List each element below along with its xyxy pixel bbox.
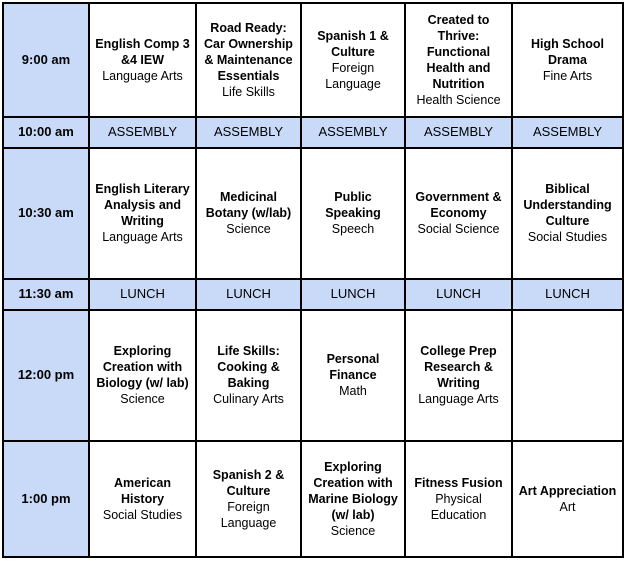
class-cell [89,441,196,557]
class-title: Spanish 1 & Culture [317,29,389,60]
class-cell [301,310,405,441]
class-category: Speech [331,222,375,237]
time-slot: 10:00 am [3,117,89,148]
class-title: High School Drama [531,37,604,68]
class-category: Health Science [416,93,501,108]
class-title: English Comp 3 &4 IEW [95,37,190,68]
class-title: Government & Economy [415,190,502,221]
class-category: Science [330,523,376,538]
schedule-row [3,148,623,279]
band-cell: ASSEMBLY [512,117,623,148]
band-cell: ASSEMBLY [89,117,196,148]
class-title: Fitness Fusion [414,475,503,490]
class-cell [512,148,623,279]
class-category: Language Arts [418,392,499,407]
class-title: Exploring Creation with Biology (w/ lab) [96,344,189,391]
class-cell [512,3,623,117]
class-cell [512,441,623,557]
schedule-row [3,310,623,441]
class-title: College Prep Research & Writing [420,344,497,391]
class-category: Social Studies [527,230,608,245]
band-cell: LUNCH [512,279,623,310]
class-title: Personal Finance [326,352,380,383]
class-cell [196,441,301,557]
class-cell [301,3,405,117]
class-cell [196,148,301,279]
schedule-band-row [3,117,623,148]
class-title: Life Skills: Cooking & Baking [217,344,280,391]
class-title: Created to Thrive: Functional Health and Nutrition [426,13,491,92]
band-cell: LUNCH [405,279,512,310]
band-cell: ASSEMBLY [301,117,405,148]
class-category: Science [120,392,165,407]
class-category: Foreign Language [325,61,381,92]
class-category: Social Studies [102,507,183,522]
class-cell [196,310,301,441]
class-category: Science [226,222,271,237]
class-cell [405,148,512,279]
time-slot: 10:30 am [3,148,89,279]
class-title: Exploring Creation with Marine Biology (w/ lab) [308,459,398,522]
band-cell: ASSEMBLY [405,117,512,148]
class-title: Biblical Understanding Culture [523,182,612,229]
band-cell: LUNCH [301,279,405,310]
band-cell: ASSEMBLY [196,117,301,148]
class-category: Language Arts [102,69,183,84]
band-cell: LUNCH [196,279,301,310]
class-category: Art [559,499,576,514]
time-slot: 9:00 am [3,3,89,117]
class-category: Social Science [417,222,500,237]
class-category: Culinary Arts [213,392,284,407]
band-cell: LUNCH [89,279,196,310]
class-cell [89,3,196,117]
class-category: Math [339,384,367,399]
class-cell [405,310,512,441]
class-title: Spanish 2 & Culture [212,467,285,498]
class-cell [301,148,405,279]
class-title: Medicinal Botany (w/lab) [205,190,292,221]
class-category: Physical Education [430,491,487,522]
class-title: Art Appreciation [518,483,617,498]
class-title: Public Speaking [325,190,381,221]
class-cell [405,3,512,117]
class-schedule-table [2,2,624,558]
class-cell [512,310,623,441]
class-cell [405,441,512,557]
class-category: Foreign Language [220,499,277,530]
schedule-row [3,441,623,557]
class-title: American History [114,475,171,506]
class-cell [196,3,301,117]
class-title: Road Ready: Car Ownership & Maintenance Essentials [204,21,293,84]
class-cell [89,310,196,441]
class-category: Fine Arts [542,69,593,84]
class-cell [89,148,196,279]
time-slot: 1:00 pm [3,441,89,557]
class-cell [301,441,405,557]
schedule-band-row [3,279,623,310]
class-title: English Literary Analysis and Writing [95,182,190,229]
class-category: Language Arts [102,230,183,245]
class-category: Life Skills [222,85,275,100]
time-slot: 11:30 am [3,279,89,310]
time-slot: 12:00 pm [3,310,89,441]
schedule-row [3,3,623,117]
